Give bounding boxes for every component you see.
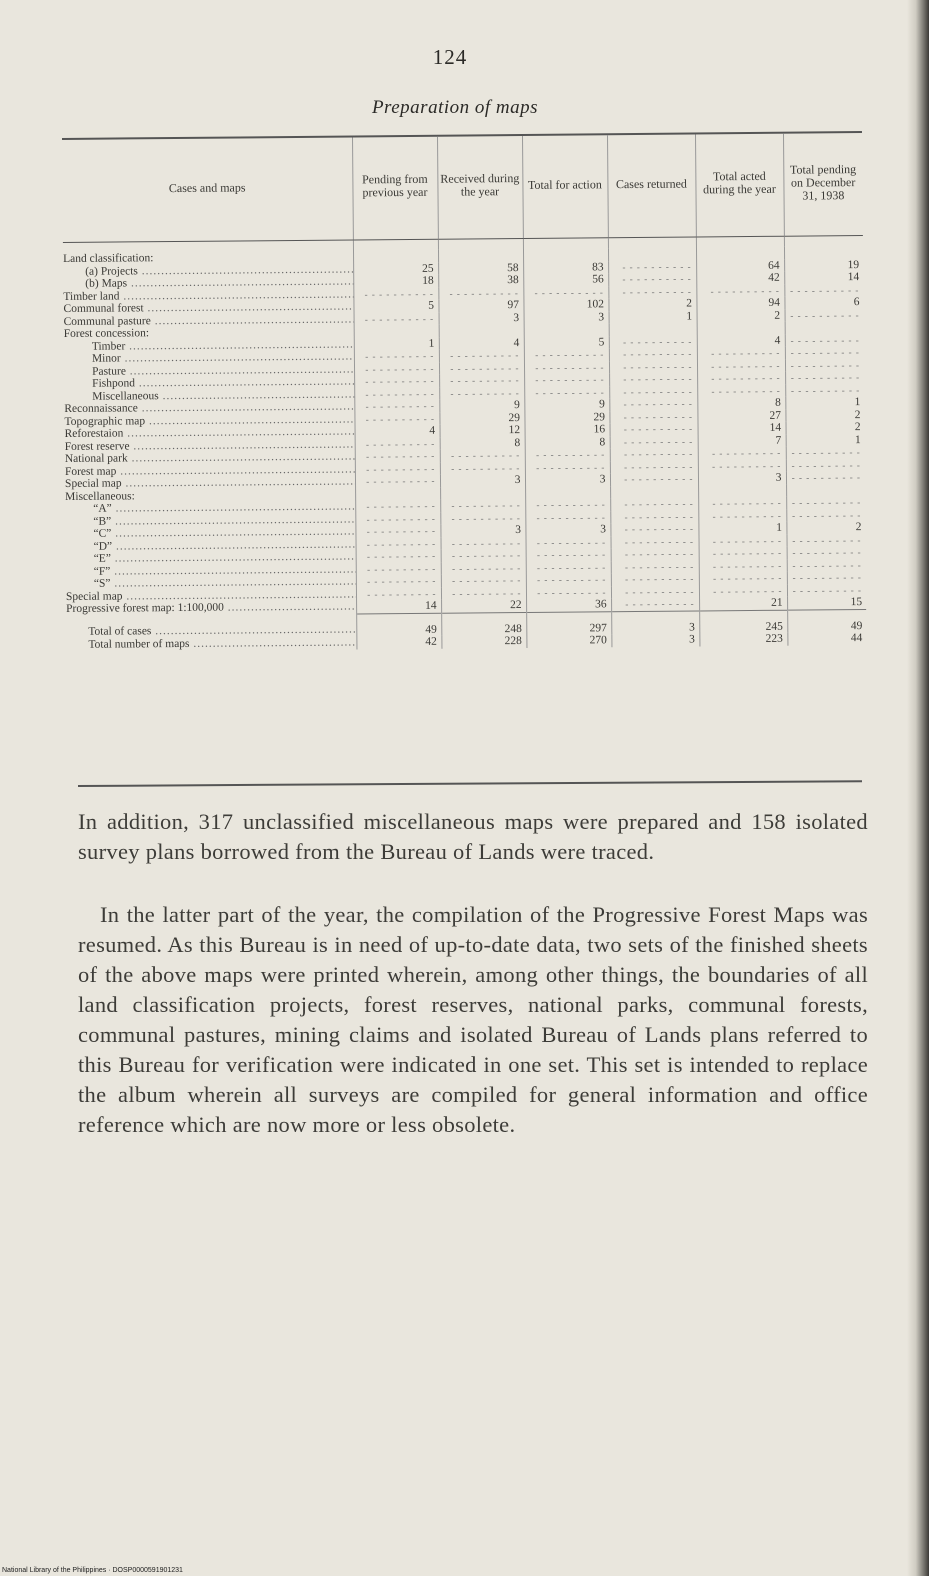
table-title: Preparation of maps <box>371 97 539 118</box>
cell-value <box>610 485 698 498</box>
cell-value <box>439 374 524 387</box>
cell-value <box>698 447 786 460</box>
cell-value: 58 <box>438 261 523 274</box>
cell-value: 1 <box>785 396 864 409</box>
cell-value: 248 <box>441 612 526 636</box>
cell-value <box>526 561 611 574</box>
cell-value: 42 <box>696 272 784 285</box>
cell-value <box>784 246 863 259</box>
cell-value <box>354 312 439 325</box>
cell-value <box>787 559 866 572</box>
paragraph-additional-maps: In addition, 317 unclassified miscellaneous maps were prepared and 158 isolated survey plans borrowed from the Bureau of Lands were traced. <box>78 809 868 864</box>
cell-value: 3 <box>440 474 525 487</box>
cell-value: 9 <box>524 398 609 411</box>
cell-value <box>698 497 786 510</box>
row-label: “D” ..... <box>66 538 356 553</box>
cell-value <box>698 484 786 497</box>
column-header: Total for action <box>522 135 608 238</box>
row-label: Forest map ..... <box>65 463 355 478</box>
cell-value: 2 <box>786 421 865 434</box>
column-header: Total pending on December 31, 1938 <box>783 133 863 236</box>
cell-value <box>609 360 697 373</box>
cell-value <box>610 472 698 485</box>
cell-value: 1 <box>354 337 439 350</box>
cell-value: 14 <box>356 600 441 614</box>
cell-value: 94 <box>696 297 784 310</box>
cell-value <box>784 284 863 297</box>
cell-value <box>440 536 525 549</box>
cell-value <box>697 372 785 385</box>
cell-value <box>787 571 866 584</box>
cell-value: 19 <box>784 259 863 272</box>
row-label: Communal pasture ..... <box>64 313 354 328</box>
cell-value: 14 <box>784 271 863 284</box>
cell-value <box>354 400 439 413</box>
cell-value <box>440 486 525 499</box>
cell-value <box>525 461 610 474</box>
cell-value <box>611 597 699 611</box>
cell-value <box>611 572 699 585</box>
cell-value <box>525 486 610 499</box>
cell-value: 4 <box>439 336 524 349</box>
cell-value <box>524 348 609 361</box>
cell-value: 1 <box>698 522 786 535</box>
row-label: (b) Maps ..... <box>63 275 353 290</box>
row-label: (a) Projects ..... <box>63 263 353 278</box>
cell-value <box>786 446 865 459</box>
cell-value: 1 <box>609 310 697 323</box>
cell-value: 7 <box>698 434 786 447</box>
cell-value <box>609 397 697 410</box>
cell-value: 5 <box>524 336 609 349</box>
cell-value <box>441 586 526 599</box>
cell-value <box>524 323 609 336</box>
cell-value <box>610 522 698 535</box>
cell-value <box>353 287 438 300</box>
cell-value <box>523 286 608 299</box>
cell-value: 2 <box>697 309 785 322</box>
row-label: Topographic map ..... <box>64 413 354 428</box>
cell-value <box>355 512 440 525</box>
table-bottom-rule <box>78 780 862 787</box>
cell-value: 38 <box>438 274 523 287</box>
cell-value <box>356 537 441 550</box>
cell-value <box>441 574 526 587</box>
cell-value <box>608 285 696 298</box>
cell-value <box>440 499 525 512</box>
cell-value <box>355 525 440 538</box>
cell-value <box>697 322 785 335</box>
cell-value: 4 <box>355 425 440 438</box>
row-label: Reforestaion ..... <box>65 425 355 440</box>
cell-value <box>699 559 787 572</box>
cell-value <box>698 459 786 472</box>
cell-value <box>524 386 609 399</box>
cell-value: 18 <box>353 275 438 288</box>
cell-value: 3 <box>525 473 610 486</box>
cell-value: 3 <box>611 610 699 634</box>
cell-value <box>441 549 526 562</box>
cell-value <box>356 562 441 575</box>
cell-value: 3 <box>439 311 524 324</box>
cell-value: 27 <box>697 409 785 422</box>
row-label: Forest reserve ..... <box>65 438 355 453</box>
cell-value <box>354 412 439 425</box>
cell-value <box>354 325 439 338</box>
column-header: Pending from previous year <box>352 137 438 240</box>
cell-value <box>786 471 865 484</box>
row-label: “A” ..... <box>65 500 355 515</box>
cell-value: 14 <box>698 422 786 435</box>
paragraph-progressive-forest-maps: In the latter part of the year, the compilation of the Progressive Forest Maps was resumed. As this Bureau is in need of up-to-date data, two sets of the finished sheets of the above maps were printed wherein, among other things, the boundaries of all land classification projects, forest reserves, national parks, communal forests, communal pastures, mining claims and isolated Bureau of Lands plans referred to this Bureau for verification were indicated in one set. This set is intended to replace the album wherein all surveys are compiled for general information and office reference which are now more or less obsolete. <box>78 902 868 1137</box>
table-body <box>63 236 867 652</box>
cell-value <box>608 247 696 260</box>
cell-value <box>354 362 439 375</box>
cell-value <box>785 371 864 384</box>
cell-value <box>699 547 787 560</box>
cell-value <box>786 534 865 547</box>
cell-value <box>609 335 697 348</box>
cell-value: 4 <box>697 334 785 347</box>
cell-value <box>354 375 439 388</box>
cell-value <box>610 435 698 448</box>
cell-value: 49 <box>356 613 441 637</box>
cell-value: 2 <box>786 521 865 534</box>
cell-value <box>355 437 440 450</box>
cell-value <box>525 448 610 461</box>
row-label: Reconnaissance ..... <box>64 400 354 415</box>
cell-value <box>785 334 864 347</box>
cell-value <box>697 359 785 372</box>
row-label: “E” ..... <box>66 550 356 565</box>
cell-value <box>356 550 441 563</box>
row-label: Land classification: <box>63 252 154 265</box>
cell-value <box>608 260 696 273</box>
cell-value <box>610 460 698 473</box>
cell-value <box>355 462 440 475</box>
cell-value: 8 <box>525 436 610 449</box>
cell-value <box>354 350 439 363</box>
cell-value: 16 <box>525 423 610 436</box>
row-label: Miscellaneous ..... <box>64 388 354 403</box>
row-label: National park ..... <box>65 450 355 465</box>
cell-value <box>355 487 440 500</box>
cell-value: 97 <box>438 299 523 312</box>
cell-value <box>526 586 611 599</box>
row-label: “B” ..... <box>65 513 355 528</box>
cell-value <box>439 361 524 374</box>
cell-value: 2 <box>785 409 864 422</box>
cell-value: 1 <box>786 434 865 447</box>
cell-value <box>610 497 698 510</box>
cell-value <box>611 547 699 560</box>
cell-value <box>787 584 866 597</box>
row-label: “S” ..... <box>66 575 356 590</box>
cell-value: 21 <box>699 597 787 611</box>
scan-credit: National Library of the Philippines · DOSP0000591901231 <box>2 1567 183 1574</box>
row-label: Timber land ..... <box>63 288 353 303</box>
cell-value <box>356 587 441 600</box>
maps-table <box>62 133 866 651</box>
row-label: Total of cases ..... <box>66 613 356 639</box>
cell-value: 36 <box>526 598 611 612</box>
maps-table-container <box>62 131 866 651</box>
page-edge-shadow <box>907 0 929 1576</box>
cell-value: 5 <box>353 300 438 313</box>
cell-value: 3 <box>611 633 699 646</box>
cell-value <box>525 511 610 524</box>
cell-value <box>356 575 441 588</box>
cell-value: 3 <box>525 523 610 536</box>
cell-value <box>785 309 864 322</box>
cell-value <box>526 548 611 561</box>
row-label: “F” ..... <box>66 563 356 578</box>
cell-value <box>697 384 785 397</box>
cell-value <box>609 410 697 423</box>
cell-value <box>696 247 784 260</box>
cell-value <box>611 560 699 573</box>
cell-value: 83 <box>523 261 608 274</box>
cell-value: 15 <box>787 596 866 610</box>
cell-value: 64 <box>696 259 784 272</box>
cell-value <box>523 248 608 261</box>
cell-value <box>610 447 698 460</box>
cell-value <box>786 459 865 472</box>
cell-value: 228 <box>441 635 526 648</box>
cell-value: 25 <box>353 262 438 275</box>
cell-value <box>354 387 439 400</box>
cell-value: 3 <box>440 524 525 537</box>
cell-value: 297 <box>526 611 611 635</box>
cell-value <box>785 346 864 359</box>
column-header: Cases returned <box>607 134 696 237</box>
cell-value <box>438 249 523 262</box>
cell-value <box>609 385 697 398</box>
row-label: Timber ..... <box>64 338 354 353</box>
row-label: Miscellaneous: <box>65 489 135 503</box>
cell-value <box>787 546 866 559</box>
cell-value: 12 <box>440 424 525 437</box>
cell-value <box>786 496 865 509</box>
cell-value <box>439 349 524 362</box>
row-label: Communal forest ..... <box>63 300 353 315</box>
cell-value <box>609 347 697 360</box>
cell-value: 8 <box>697 397 785 410</box>
cell-value: 44 <box>787 632 866 645</box>
cell-value <box>609 322 697 335</box>
table-header-row <box>62 133 863 242</box>
cell-value <box>439 386 524 399</box>
page-number: 124 <box>432 45 468 69</box>
cell-value <box>699 572 787 585</box>
cell-value: 3 <box>698 472 786 485</box>
cell-value <box>786 484 865 497</box>
row-label: Pasture ..... <box>64 363 354 378</box>
row-label: Minor ..... <box>64 350 354 365</box>
cell-value: 2 <box>608 297 696 310</box>
cell-value: 270 <box>526 634 611 647</box>
row-label: “C” ..... <box>65 525 355 540</box>
cell-value <box>440 449 525 462</box>
cell-value <box>697 347 785 360</box>
row-label: Fishpond ..... <box>64 375 354 390</box>
cell-value: 8 <box>440 436 525 449</box>
cell-value: 245 <box>699 610 787 634</box>
cell-value: 49 <box>787 609 866 633</box>
cell-value <box>785 384 864 397</box>
cell-value <box>524 373 609 386</box>
cell-value <box>355 450 440 463</box>
cell-value <box>525 536 610 549</box>
cell-value <box>698 534 786 547</box>
column-header: Cases and maps <box>62 137 353 242</box>
cell-value <box>355 500 440 513</box>
row-label: Special map ..... <box>66 588 356 603</box>
cell-value <box>441 561 526 574</box>
row-label: Special map ..... <box>65 475 355 490</box>
cell-value <box>610 510 698 523</box>
cell-value <box>698 509 786 522</box>
cell-value <box>355 475 440 488</box>
row-label: Progressive forest map: 1:100,000 ..... <box>66 600 356 616</box>
cell-value <box>439 324 524 337</box>
cell-value: 6 <box>784 296 863 309</box>
cell-value <box>524 361 609 374</box>
cell-value <box>610 422 698 435</box>
cell-value <box>699 584 787 597</box>
cell-value <box>440 511 525 524</box>
cell-value: 9 <box>439 399 524 412</box>
row-label: Total number of maps ..... <box>66 636 356 651</box>
cell-value: 22 <box>441 599 526 613</box>
cell-value <box>608 272 696 285</box>
cell-value: 29 <box>524 411 609 424</box>
cell-value <box>785 321 864 334</box>
cell-value: 3 <box>524 311 609 324</box>
cell-value <box>610 535 698 548</box>
cell-value: 56 <box>523 273 608 286</box>
cell-value: 42 <box>356 636 441 649</box>
cell-value: 102 <box>523 298 608 311</box>
row-label: Forest concession: <box>63 327 150 340</box>
cell-value <box>438 286 523 299</box>
cell-value <box>696 284 784 297</box>
cell-value: 223 <box>699 633 787 646</box>
cell-value: 29 <box>439 411 524 424</box>
cell-value <box>526 573 611 586</box>
cell-value <box>525 498 610 511</box>
cell-value <box>353 250 438 263</box>
column-header: Received during the year <box>437 136 523 239</box>
column-header: Total acted during the year <box>695 134 784 237</box>
cell-value <box>786 509 865 522</box>
cell-value <box>611 585 699 598</box>
cell-value <box>440 461 525 474</box>
cell-value <box>785 359 864 372</box>
cell-value <box>609 372 697 385</box>
